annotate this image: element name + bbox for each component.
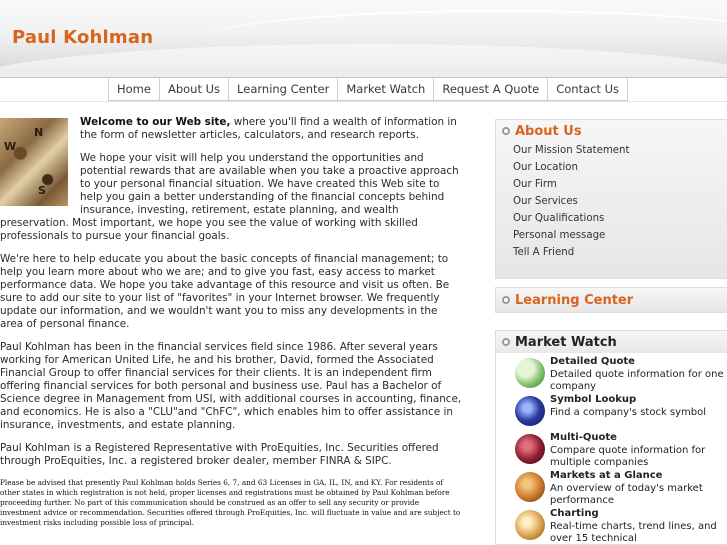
nav-learning-center[interactable]: Learning Center bbox=[229, 78, 338, 101]
site-title[interactable]: Paul Kohlman bbox=[12, 27, 154, 48]
quote-globe-icon bbox=[515, 358, 545, 388]
intro-paragraph: We hope your visit will help you understand the opportunities and potential rewards that are available when you take a proactive approach to your personal financial situation. We have created this Web site to help you gain a better understanding of the financial concepts behind insurance, investing, retirement, estate planning, and wealth preservation. Most important, we hope you see the value of working with skilled professionals to pursue your financial goals. bbox=[0, 152, 459, 242]
market-item-title[interactable]: Charting bbox=[550, 508, 599, 519]
nav-request-a-quote[interactable]: Request A Quote bbox=[434, 78, 548, 101]
bullet-icon bbox=[502, 338, 510, 346]
link-our-firm[interactable]: Our Firm bbox=[513, 179, 557, 190]
link-tell-a-friend[interactable]: Tell A Friend bbox=[513, 247, 575, 258]
education-paragraph: We're here to help educate you about the basic concepts of financial management; to help you learn more about who we are; and to give you fast, easy access to market performance data. We hope you take advantage of this resource and visit us often. Be sure to add our site to your list of "favorites" in your Internet browser. We frequently update our information, and we wouldn't want you to miss any developments in the area of personal finance. bbox=[0, 253, 450, 330]
learning-center-heading[interactable] bbox=[496, 288, 727, 312]
market-item-symbol-lookup[interactable] bbox=[515, 394, 727, 432]
nav-about-us[interactable]: About Us bbox=[160, 78, 229, 101]
map-letter-w: W bbox=[4, 140, 17, 153]
market-item-multi-quote[interactable] bbox=[515, 432, 727, 470]
about-us-box bbox=[495, 119, 727, 279]
link-personal-message[interactable]: Personal message bbox=[513, 230, 606, 241]
map-letter-n: N bbox=[34, 126, 44, 139]
market-item-desc: Compare quote information for multiple companies bbox=[550, 444, 706, 468]
top-navigation bbox=[108, 78, 628, 101]
about-us-heading[interactable] bbox=[496, 120, 727, 142]
market-item-title[interactable]: Markets at a Glance bbox=[550, 470, 663, 481]
bullet-icon bbox=[502, 296, 510, 304]
sidebar bbox=[495, 119, 727, 544]
site-header bbox=[0, 0, 727, 78]
charting-icon bbox=[515, 510, 545, 540]
link-our-location[interactable]: Our Location bbox=[513, 162, 578, 173]
nav-contact-us[interactable]: Contact Us bbox=[548, 78, 628, 101]
market-item-title[interactable]: Detailed Quote bbox=[550, 356, 635, 367]
market-item-markets-at-a-glance[interactable] bbox=[515, 470, 727, 508]
link-mission-statement[interactable]: Our Mission Statement bbox=[513, 145, 630, 156]
market-item-title[interactable]: Symbol Lookup bbox=[550, 394, 637, 405]
market-item-title[interactable]: Multi-Quote bbox=[550, 432, 617, 443]
welcome-text: where you'll find a wealth of information in the form of newsletter articles, calculators, and research reports. bbox=[80, 116, 457, 141]
market-item-desc: Find a company's stock symbol bbox=[550, 406, 707, 418]
markets-glance-icon bbox=[515, 472, 545, 502]
market-watch-box bbox=[495, 330, 727, 545]
multi-quote-icon bbox=[515, 434, 545, 464]
bullet-icon bbox=[502, 127, 510, 135]
learning-center-title: Learning Center bbox=[515, 292, 634, 308]
link-our-qualifications[interactable]: Our Qualifications bbox=[513, 213, 605, 224]
map-letter-s: S bbox=[38, 184, 46, 197]
market-item-desc: Detailed quote information for one company bbox=[550, 368, 724, 392]
disclaimer-text: Please be advised that presently Paul Kohlman holds Series 6, 7, and 63 Licenses in GA, IL, IN, and KY. For residents of other states in which registration is not held, proper licenses and registrations must be obtained by Paul Kohlman before proceeding further. No part of this communication should be construed as an offer to sell any security or provide investment advice or recommendation. Securities offered through ProEquities, Inc. will fluctuate in value and are subject to investment risks including possible loss of principal. bbox=[0, 478, 461, 527]
market-item-detailed-quote[interactable] bbox=[515, 356, 727, 394]
learning-center-box bbox=[495, 287, 727, 313]
main-content bbox=[0, 116, 462, 538]
welcome-paragraph bbox=[0, 116, 462, 142]
nav-home[interactable]: Home bbox=[109, 78, 160, 101]
about-us-title: About Us bbox=[515, 123, 582, 139]
market-watch-heading[interactable] bbox=[496, 331, 727, 353]
nav-divider bbox=[0, 101, 727, 102]
about-us-links bbox=[496, 142, 727, 265]
market-item-desc: An overview of today's market performance bbox=[550, 482, 703, 506]
bio-paragraph: Paul Kohlman has been in the financial services field since 1986. After several years working for American United Life, he and his brother, David, formed the Associated Financial Group to offer financial services for their clients. It is an independent firm offering financial services for both personal and business use. Paul has a Bachelor of Science degree in Management from USI, with additional courses in accounting, finance, and economics. He is also a "CLU"and "ChFC", which enables him to offer assistance in insurance, investments, and estate planning. bbox=[0, 341, 462, 431]
welcome-heading: Welcome to our Web site, bbox=[80, 116, 231, 128]
symbol-lookup-icon bbox=[515, 396, 545, 426]
market-item-desc: Real-time charts, trend lines, and over 15 technical bbox=[550, 520, 717, 544]
market-item-charting[interactable] bbox=[515, 508, 727, 545]
nav-market-watch[interactable]: Market Watch bbox=[338, 78, 434, 101]
compass-map-image bbox=[0, 118, 68, 206]
link-our-services[interactable]: Our Services bbox=[513, 196, 578, 207]
market-watch-title: Market Watch bbox=[515, 334, 617, 350]
registration-paragraph: Paul Kohlman is a Registered Representative with ProEquities, Inc. Securities offered through ProEquities, Inc. a registered broker dealer, member FINRA & SIPC. bbox=[0, 442, 439, 467]
